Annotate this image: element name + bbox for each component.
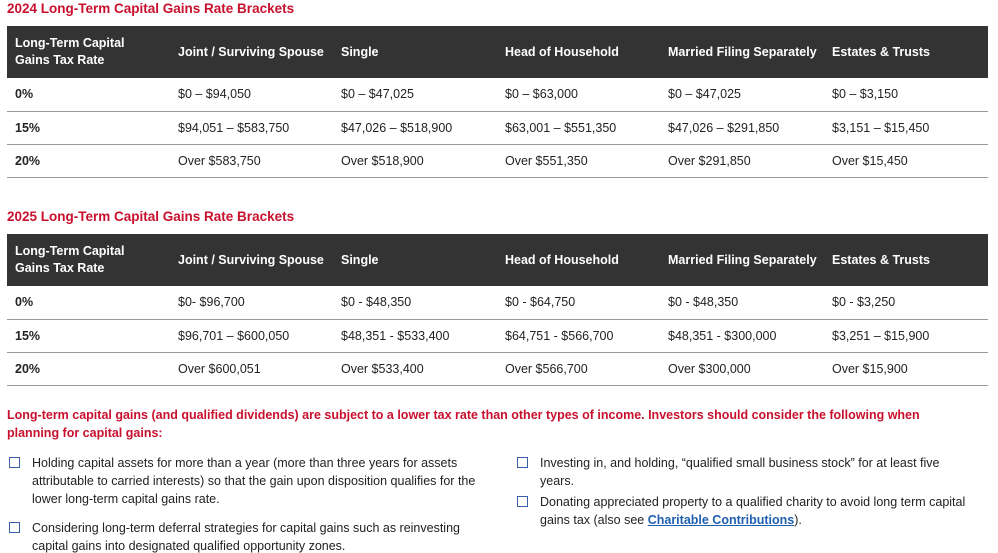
header-tax-rate: Long-Term Capital Gains Tax Rate (7, 26, 170, 78)
table-cell: Over $566,700 (497, 352, 660, 385)
table-header-row (7, 26, 988, 78)
table-cell: Over $551,350 (497, 144, 660, 177)
table-cell: $0 - $64,750 (497, 286, 660, 319)
header-married-filing-separately: Married Filing Separately (660, 234, 824, 286)
table-cell: Over $291,850 (660, 144, 824, 177)
checkbox-icon[interactable] (517, 457, 528, 468)
table-cell: Over $518,900 (333, 144, 497, 177)
header-single: Single (333, 234, 497, 286)
table-row (7, 319, 988, 352)
rate-table-2024 (7, 26, 988, 178)
table-cell: $0 – $47,025 (333, 78, 497, 111)
header-tax-rate: Long-Term Capital Gains Tax Rate (7, 234, 170, 286)
table-cell: $3,251 – $15,900 (824, 319, 988, 352)
header-married-filing-separately: Married Filing Separately (660, 26, 824, 78)
table-cell: $0 - $3,250 (824, 286, 988, 319)
checklist-left (9, 454, 479, 553)
table-cell: $48,351 - $533,400 (333, 319, 497, 352)
table-cell: $0 – $94,050 (170, 78, 333, 111)
rate-table-2025 (7, 234, 988, 386)
table-2025-title: 2025 Long-Term Capital Gains Rate Brackets (7, 209, 295, 224)
checklist-text-after-link: ). (794, 513, 802, 527)
table-row (7, 144, 988, 177)
header-estates-trusts: Estates & Trusts (824, 26, 988, 78)
rate-cell: 0% (7, 286, 170, 319)
charitable-contributions-link[interactable]: Charitable Contributions (647, 513, 795, 527)
table-cell: Over $15,450 (824, 144, 988, 177)
table-cell: Over $300,000 (660, 352, 824, 385)
table-row (7, 78, 988, 111)
rate-cell: 0% (7, 78, 170, 111)
checklist-item-text: Considering long-term deferral strategies for capital gains such as reinvesting capital gains into designated qualified opportunity zones. (32, 521, 460, 553)
table-cell: $94,051 – $583,750 (170, 111, 333, 144)
table-cell: Over $600,051 (170, 352, 333, 385)
checklist-item (517, 493, 977, 529)
table-cell: $47,026 – $291,850 (660, 111, 824, 144)
header-head-of-household: Head of Household (497, 26, 660, 78)
header-estates-trusts: Estates & Trusts (824, 234, 988, 286)
table-header-row (7, 234, 988, 286)
rate-cell: 20% (7, 352, 170, 385)
table-cell: $64,751 - $566,700 (497, 319, 660, 352)
checklist-right (517, 454, 977, 532)
rate-cell: 15% (7, 111, 170, 144)
checkbox-icon[interactable] (9, 457, 20, 468)
checklist-item-text: Holding capital assets for more than a year (more than three years for assets attributable to carried interests) so that the gain upon disposition qualifies for the lower long-term capital gains rate. (32, 456, 476, 506)
table-row (7, 286, 988, 319)
checklist-item-text (540, 493, 977, 529)
rate-cell: 15% (7, 319, 170, 352)
table-cell: Over $583,750 (170, 144, 333, 177)
table-cell: $47,026 – $518,900 (333, 111, 497, 144)
checklist-item (9, 454, 479, 508)
rate-cell: 20% (7, 144, 170, 177)
checklist-text-before-link: Donating appreciated property to a qualified charity to avoid long term capital gains tax (also see (540, 495, 966, 527)
checkbox-icon[interactable] (517, 496, 528, 507)
table-cell: $3,151 – $15,450 (824, 111, 988, 144)
checklist-item (517, 454, 977, 490)
table-cell: $0 - $48,350 (660, 286, 824, 319)
table-2024-title: 2024 Long-Term Capital Gains Rate Brackets (7, 1, 295, 16)
table-cell: $96,701 – $600,050 (170, 319, 333, 352)
checklist-item-text: Investing in, and holding, “qualified small business stock” for at least five years. (540, 456, 940, 488)
table-row (7, 352, 988, 385)
header-joint: Joint / Surviving Spouse (170, 234, 333, 286)
table-cell: $63,001 – $551,350 (497, 111, 660, 144)
table-cell: $0 – $3,150 (824, 78, 988, 111)
header-head-of-household: Head of Household (497, 234, 660, 286)
table-cell: Over $533,400 (333, 352, 497, 385)
table-cell: Over $15,900 (824, 352, 988, 385)
checkbox-icon[interactable] (9, 522, 20, 533)
table-row (7, 111, 988, 144)
table-cell: $0 – $47,025 (660, 78, 824, 111)
header-single: Single (333, 26, 497, 78)
planning-intro: Long-term capital gains (and qualified dividends) are subject to a lower tax rate than other types of income. Investors should consider the following when planning for capital gains: (7, 408, 920, 440)
header-joint: Joint / Surviving Spouse (170, 26, 333, 78)
table-cell: $0 – $63,000 (497, 78, 660, 111)
checklist-item (9, 519, 479, 553)
table-cell: $48,351 - $300,000 (660, 319, 824, 352)
table-cell: $0- $96,700 (170, 286, 333, 319)
table-cell: $0 - $48,350 (333, 286, 497, 319)
